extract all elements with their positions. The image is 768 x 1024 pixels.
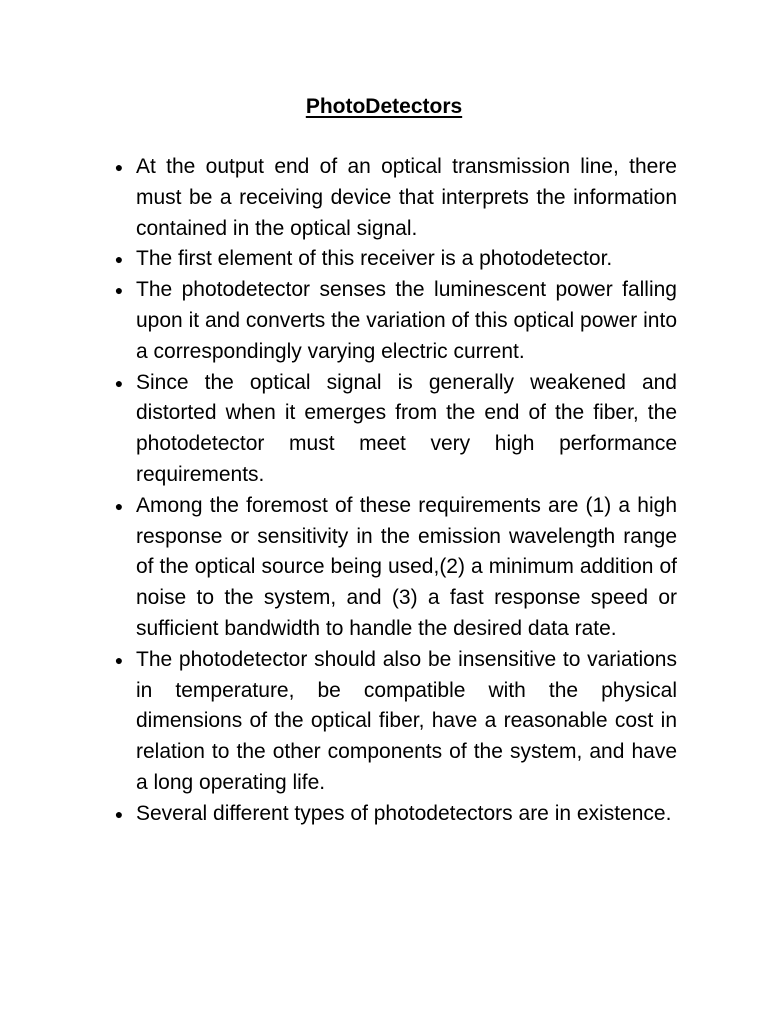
bullet-item (112, 491, 677, 645)
bullet-dot-icon: ● (114, 251, 124, 268)
bullet-list (112, 152, 677, 830)
bullet-text: The photodetector senses the luminescent power falling upon it and converts the variation of this optical power into a correspondingly varying electric current. (136, 278, 677, 363)
bullet-text: At the output end of an optical transmission line, there must be a receiving device that interprets the information contained in the optical signal. (136, 155, 677, 240)
bullet-dot-icon: ● (114, 497, 124, 514)
bullet-item (112, 244, 677, 275)
bullet-dot-icon: ● (114, 374, 124, 391)
bullet-text: The first element of this receiver is a photodetector. (136, 247, 613, 271)
bullet-item (112, 799, 677, 830)
bullet-item (112, 275, 677, 367)
bullet-item (112, 368, 677, 491)
page-title: PhotoDetectors (305, 95, 463, 118)
bullet-dot-icon: ● (114, 805, 124, 822)
bullet-text: Several different types of photodetectors are in existence. (136, 801, 672, 825)
bullet-item (112, 152, 677, 244)
bullet-dot-icon: ● (114, 282, 124, 299)
bullet-text: The photodetector should also be insensitive to variations in temperature, be compatible with the physical dimensions of the optical fiber, have a reasonable cost in relation to the other components of the system, and have a long operating life. (136, 647, 677, 794)
bullet-text: Since the optical signal is generally weakened and distorted when it emerges from the end of the fiber, the photodetector must meet very high performance requirements. (136, 370, 677, 486)
bullet-text: Among the foremost of these requirements are (1) a high response or sensitivity in the emission wavelength range of the optical source being used,(2) a minimum addition of noise to the system, and (3) a fast response speed or sufficient bandwidth to handle the desired data rate. (136, 493, 677, 640)
bullet-item (112, 645, 677, 799)
bullet-dot-icon: ● (114, 159, 124, 175)
bullet-dot-icon: ● (114, 651, 124, 668)
